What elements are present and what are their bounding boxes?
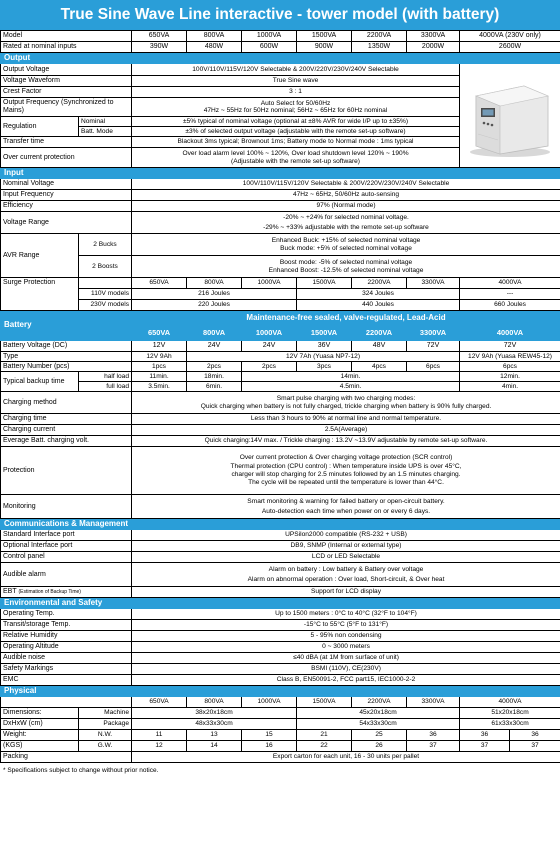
battery-number: 2pcs [242,362,297,372]
machine-dim: 38x20x18cm [132,708,297,719]
voltage-range-line: -20% ~ +24% for selected nominal voltage. [283,214,409,222]
surge-model: 2200VA [352,278,407,289]
product-photo [460,64,560,168]
surge-110-label: 110V models [79,289,132,300]
protection-line: Thermal protection (CPU control) : When temperature inside UPS is over 45°C, [230,462,462,470]
nw-value: 36 [510,730,560,741]
battery-number: 4pcs [352,362,407,372]
battery-voltage: 72V [460,341,560,352]
surge-110-value: --- [460,289,560,300]
output-freq-line: Auto Select for 50/60Hz [260,99,331,107]
rated-cell: 2000W [407,42,460,53]
voltage-range-line: -29% ~ +33% adjustable with the remote set-up software [263,223,429,231]
nw-value: 25 [352,730,407,741]
alarm-line: Alarm on battery : Low battery & Battery over voltage [268,566,424,574]
battery-number: 6pcs [460,362,560,372]
gw-value: 14 [187,741,242,752]
protection-value [132,447,560,495]
nw-value: 21 [297,730,352,741]
full-load: 3.5min. [132,382,187,392]
nw-label: N.W. [79,730,132,741]
nw-value: 36 [407,730,460,741]
crest-label: Crest Factor [1,87,132,98]
protection-line: Over current protection & Over charging voltage protection (SCR control) [239,454,453,462]
battery-model: 800VA [187,327,242,341]
page-title: True Sine Wave Line interactive - tower model (with battery) [0,0,560,30]
noise-value: ≤40 dBA (at 1M from surface of unit) [132,653,560,664]
protection-line: charger will stop charging for 2.5 minutes followed by an 1.5 minutes charging. [231,471,461,478]
half-load: 14min. [242,372,460,382]
charging-method-label: Charging method [1,392,132,414]
battery-model: 2200VA [352,327,407,341]
package-dim: 61x33x30cm [460,719,560,730]
surge-110-value: 324 Joules [297,289,460,300]
battery-number-label: Battery Number (pcs) [1,362,132,372]
battery-voltage: 48V [352,341,407,352]
physical-blank [1,697,132,708]
efficiency-value: 97% (Normal mode) [132,201,560,212]
machine-dim: 51x20x18cm [460,708,560,719]
battery-model: 1000VA [242,327,297,341]
battery-model: 650VA [132,327,187,341]
battery-type-label: Type [1,352,132,362]
charging-volt-label: Everage Batt. charging volt. [1,436,132,447]
charging-line: Smart pulse charging with two charging modes: [276,395,416,403]
section-battery: Battery [1,311,132,341]
section-physical: Physical [1,686,560,697]
nw-value: 11 [132,730,187,741]
battery-voltage: 24V [187,341,242,352]
output-voltage-label: Output Voltage [1,64,132,76]
gw-value: 37 [407,741,460,752]
avr-line: Boost mode: -5% of selected nominal voltage [279,259,413,267]
emc-value: Class B, EN50091-2, FCC part15, IEC1000-2-2 [132,675,560,686]
physical-model: 650VA [132,697,187,708]
model-cell: 1500VA [297,31,352,42]
packing-label: Packing [1,752,132,763]
monitoring-line: Auto-detection each time when power on or every 6 days. [261,507,431,515]
regulation-nominal-value: ±5% typical of nominal voltage (optional at ±8% AVR for wide I/P up to ±35%) [132,117,460,127]
battery-number: 1pcs [132,362,187,372]
avr-bucks-value [132,234,560,256]
battery-voltage-label: Battery Voltage (DC) [1,341,132,352]
rated-cell: 1350W [352,42,407,53]
gw-label: G.W. [79,741,132,752]
altitude-value: 0 ~ 3000 meters [132,642,560,653]
output-freq-label: Output Frequency (Synchronized to Mains) [1,98,132,117]
surge-230-value: 220 Joules [132,300,297,311]
ups-tower-image [460,74,560,158]
model-cell: 4000VA (230V only) [460,31,560,42]
model-row [1,31,560,42]
input-freq-value: 47Hz ~ 65Hz, 50/60Hz auto-sensing [132,190,560,201]
surge-model: 3300VA [407,278,460,289]
std-port-label: Standard Interface port [1,530,132,541]
machine-dim: 45x20x18cm [297,708,460,719]
full-load-label: full load [79,382,132,392]
section-output: Output [1,53,560,64]
rated-cell: 900W [297,42,352,53]
surge-model: 4000VA [460,278,560,289]
output-freq-line: 47Hz ~ 55Hz for 50Hz nominal; 56Hz ~ 65Hz for 60Hz nominal [203,107,388,114]
protection-line: The cycle will be repeated until the temperature is lower than 44°C. [248,479,444,487]
alarm-label: Audible alarm [1,563,132,587]
rated-row [1,42,560,53]
rated-label: Rated at nominal inputs [1,42,132,53]
battery-subtitle: Maintenance-free sealed, valve-regulated, Lead-Acid [132,311,560,327]
rated-cell: 600W [242,42,297,53]
weight-unit: (KGS) [1,741,79,752]
monitoring-label: Monitoring [1,495,132,519]
surge-blank [79,278,132,289]
battery-type: 12V 7Ah (Yuasa NP7-12) [187,352,460,362]
alarm-value [132,563,560,587]
gw-value: 37 [460,741,510,752]
charging-line: Quick charging when battery is not fully charged, trickle charging when battery is 90% fully charged. [200,402,492,410]
surge-230-value: 660 Joules [460,300,560,311]
surge-model: 650VA [132,278,187,289]
voltage-range-label: Voltage Range [1,212,132,234]
model-cell: 800VA [187,31,242,42]
alarm-line: Alarm on abnormal operation : Over load, Short-circuit, & Over heat [247,575,445,583]
physical-model: 800VA [187,697,242,708]
rated-cell: 390W [132,42,187,53]
half-load-label: half load [79,372,132,382]
transfer-value: Blackout 3ms typical; Brownout 1ms; Battery mode to Normal mode : 1ms typical [132,137,460,148]
altitude-label: Operating Altitude [1,642,132,653]
avr-boosts-label: 2 Boosts [79,256,132,278]
charging-current-value: 2.5A(Average) [132,425,560,436]
regulation-batt-value: ±3% of selected output voltage (adjustable with the remote set-up software) [132,127,460,137]
ups-tower-icon [464,74,556,158]
backup-label: Typical backup time [1,372,79,392]
humidity-label: Relative Humidity [1,631,132,642]
regulation-nominal-label: Nominal [79,117,132,127]
battery-number: 2pcs [187,362,242,372]
nw-value: 15 [242,730,297,741]
full-load: 4min. [460,382,560,392]
safety-value: BSMI (110V), CE(230V) [132,664,560,675]
avr-line: Enhanced Boost: -12.5% of selected nominal voltage [268,266,424,274]
avr-bucks-label: 2 Bucks [79,234,132,256]
surge-model: 1500VA [297,278,352,289]
nw-value: 13 [187,730,242,741]
battery-type: 12V 9Ah [132,352,187,362]
physical-model: 4000VA [460,697,560,708]
battery-voltage: 24V [242,341,297,352]
charging-volt-value: Quick charging:14V max. / Trickle charging : 13.2V ~13.9V adjustable by remote set-up software. [132,436,560,447]
waveform-value: True Sine wave [132,76,460,87]
battery-voltage: 72V [407,341,460,352]
surge-230-label: 230V models [79,300,132,311]
section-input: Input [1,168,560,179]
model-cell: 2200VA [352,31,407,42]
efficiency-label: Efficiency [1,201,132,212]
output-voltage-value: 100V/110V/115V/120V Selectable & 200V/220V/230V/240V Selectable [132,64,460,76]
overcurrent-value [132,148,460,168]
section-communications: Communications & Management [1,519,560,530]
dimensions-unit: DxHxW (cm) [1,719,79,730]
battery-voltage: 12V [132,341,187,352]
dimensions-label: Dimensions: [1,708,79,719]
spec-table [0,30,560,763]
section-environmental: Environmental and Safety [1,598,560,609]
surge-110-value: 216 Joules [132,289,297,300]
crest-value: 3 : 1 [132,87,460,98]
half-load: 18min. [187,372,242,382]
surge-230-value: 440 Joules [297,300,460,311]
gw-value: 37 [510,741,560,752]
battery-model: 4000VA [460,327,560,341]
charging-method-value [132,392,560,414]
half-load: 11min. [132,372,187,382]
full-load: 6min. [187,382,242,392]
overcurrent-line: (Adjustable with the remote set-up software) [231,157,361,165]
nominal-voltage-value: 100V/110V/115V/120V Selectable & 200V/220V/230V/240V Selectable [132,179,560,190]
charging-time-label: Charging time [1,414,132,425]
charging-time-value: Less than 3 hours to 90% at normal line and normal temperature. [132,414,560,425]
op-temp-value: Up to 1500 meters : 0°C to 40°C (32°F to 104°F) [132,609,560,620]
avr-line: Enhanced Buck: +15% of selected nominal voltage [271,237,421,245]
nw-value: 36 [460,730,510,741]
package-dim: 54x33x30cm [297,719,460,730]
avr-range-label: AVR Range [1,234,79,278]
gw-value: 16 [242,741,297,752]
gw-value: 12 [132,741,187,752]
full-load: 4.5min. [242,382,460,392]
surge-model: 800VA [187,278,242,289]
package-label: Package [79,719,132,730]
surge-label: Surge Protection [1,278,79,311]
battery-number: 6pcs [407,362,460,372]
ebt-value: Support for LCD display [132,587,560,598]
packing-value: Export carton for each unit, 16 - 30 units per pallet [132,752,560,763]
surge-model: 1000VA [242,278,297,289]
storage-temp-value: -15°C to 55°C (5°F to 131°F) [132,620,560,631]
safety-label: Safety Markings [1,664,132,675]
storage-temp-label: Transit/storage Temp. [1,620,132,631]
rated-cell: 2600W [460,42,560,53]
model-cell: 1000VA [242,31,297,42]
input-freq-label: Input Frequency [1,190,132,201]
model-cell: 650VA [132,31,187,42]
half-load: 12min. [460,372,560,382]
emc-label: EMC [1,675,132,686]
battery-type: 12V 9Ah (Yuasa REW45-12) [460,352,560,362]
opt-port-label: Optional Interface port [1,541,132,552]
opt-port-value: DB9, SNMP (Internal or external type) [132,541,560,552]
avr-line: Buck mode: +5% of selected nominal voltage [280,244,412,252]
package-dim: 48x33x30cm [132,719,297,730]
waveform-label: Voltage Waveform [1,76,132,87]
battery-model: 1500VA [297,327,352,341]
physical-model: 3300VA [407,697,460,708]
monitoring-line: Smart monitoring & warning for failed battery or open-circuit battery. [247,498,445,506]
noise-label: Audible noise [1,653,132,664]
ebt-label [1,587,132,598]
weight-label: Weight: [1,730,79,741]
transfer-label: Transfer time [1,137,132,148]
footnote: * Specifications subject to change without prior notice. [3,767,159,774]
std-port-value: UPSilon2000 compatible (RS-232 + USB) [132,530,560,541]
ebt-label-text: EBT [3,588,17,596]
battery-voltage: 36V [297,341,352,352]
charging-current-label: Charging current [1,425,132,436]
overcurrent-line: Over load alarm level 100% ~ 120%, Over load shutdown level 120% ~ 190% [182,150,409,158]
nominal-voltage-label: Nominal Voltage [1,179,132,190]
physical-model: 1500VA [297,697,352,708]
humidity-value: 5 - 95% non condensing [132,631,560,642]
model-label: Model [1,31,132,42]
op-temp-label: Operating Temp. [1,609,132,620]
gw-value: 22 [297,741,352,752]
regulation-batt-label: Batt. Mode [79,127,132,137]
gw-value: 26 [352,741,407,752]
avr-boosts-value [132,256,560,278]
machine-label: Machine [79,708,132,719]
model-cell: 3300VA [407,31,460,42]
ebt-label-note: (Estimation of Backup Time) [18,589,81,596]
battery-number: 3pcs [297,362,352,372]
battery-model: 3300VA [407,327,460,341]
voltage-range-value [132,212,560,234]
monitoring-value [132,495,560,519]
physical-model: 2200VA [352,697,407,708]
control-panel-label: Control panel [1,552,132,563]
output-freq-value [132,98,460,117]
protection-label: Protection [1,447,132,495]
physical-model: 1000VA [242,697,297,708]
overcurrent-label: Over current protection [1,148,132,168]
regulation-label: Regulation [1,117,79,137]
rated-cell: 480W [187,42,242,53]
control-panel-value: LCD or LED Selectable [132,552,560,563]
